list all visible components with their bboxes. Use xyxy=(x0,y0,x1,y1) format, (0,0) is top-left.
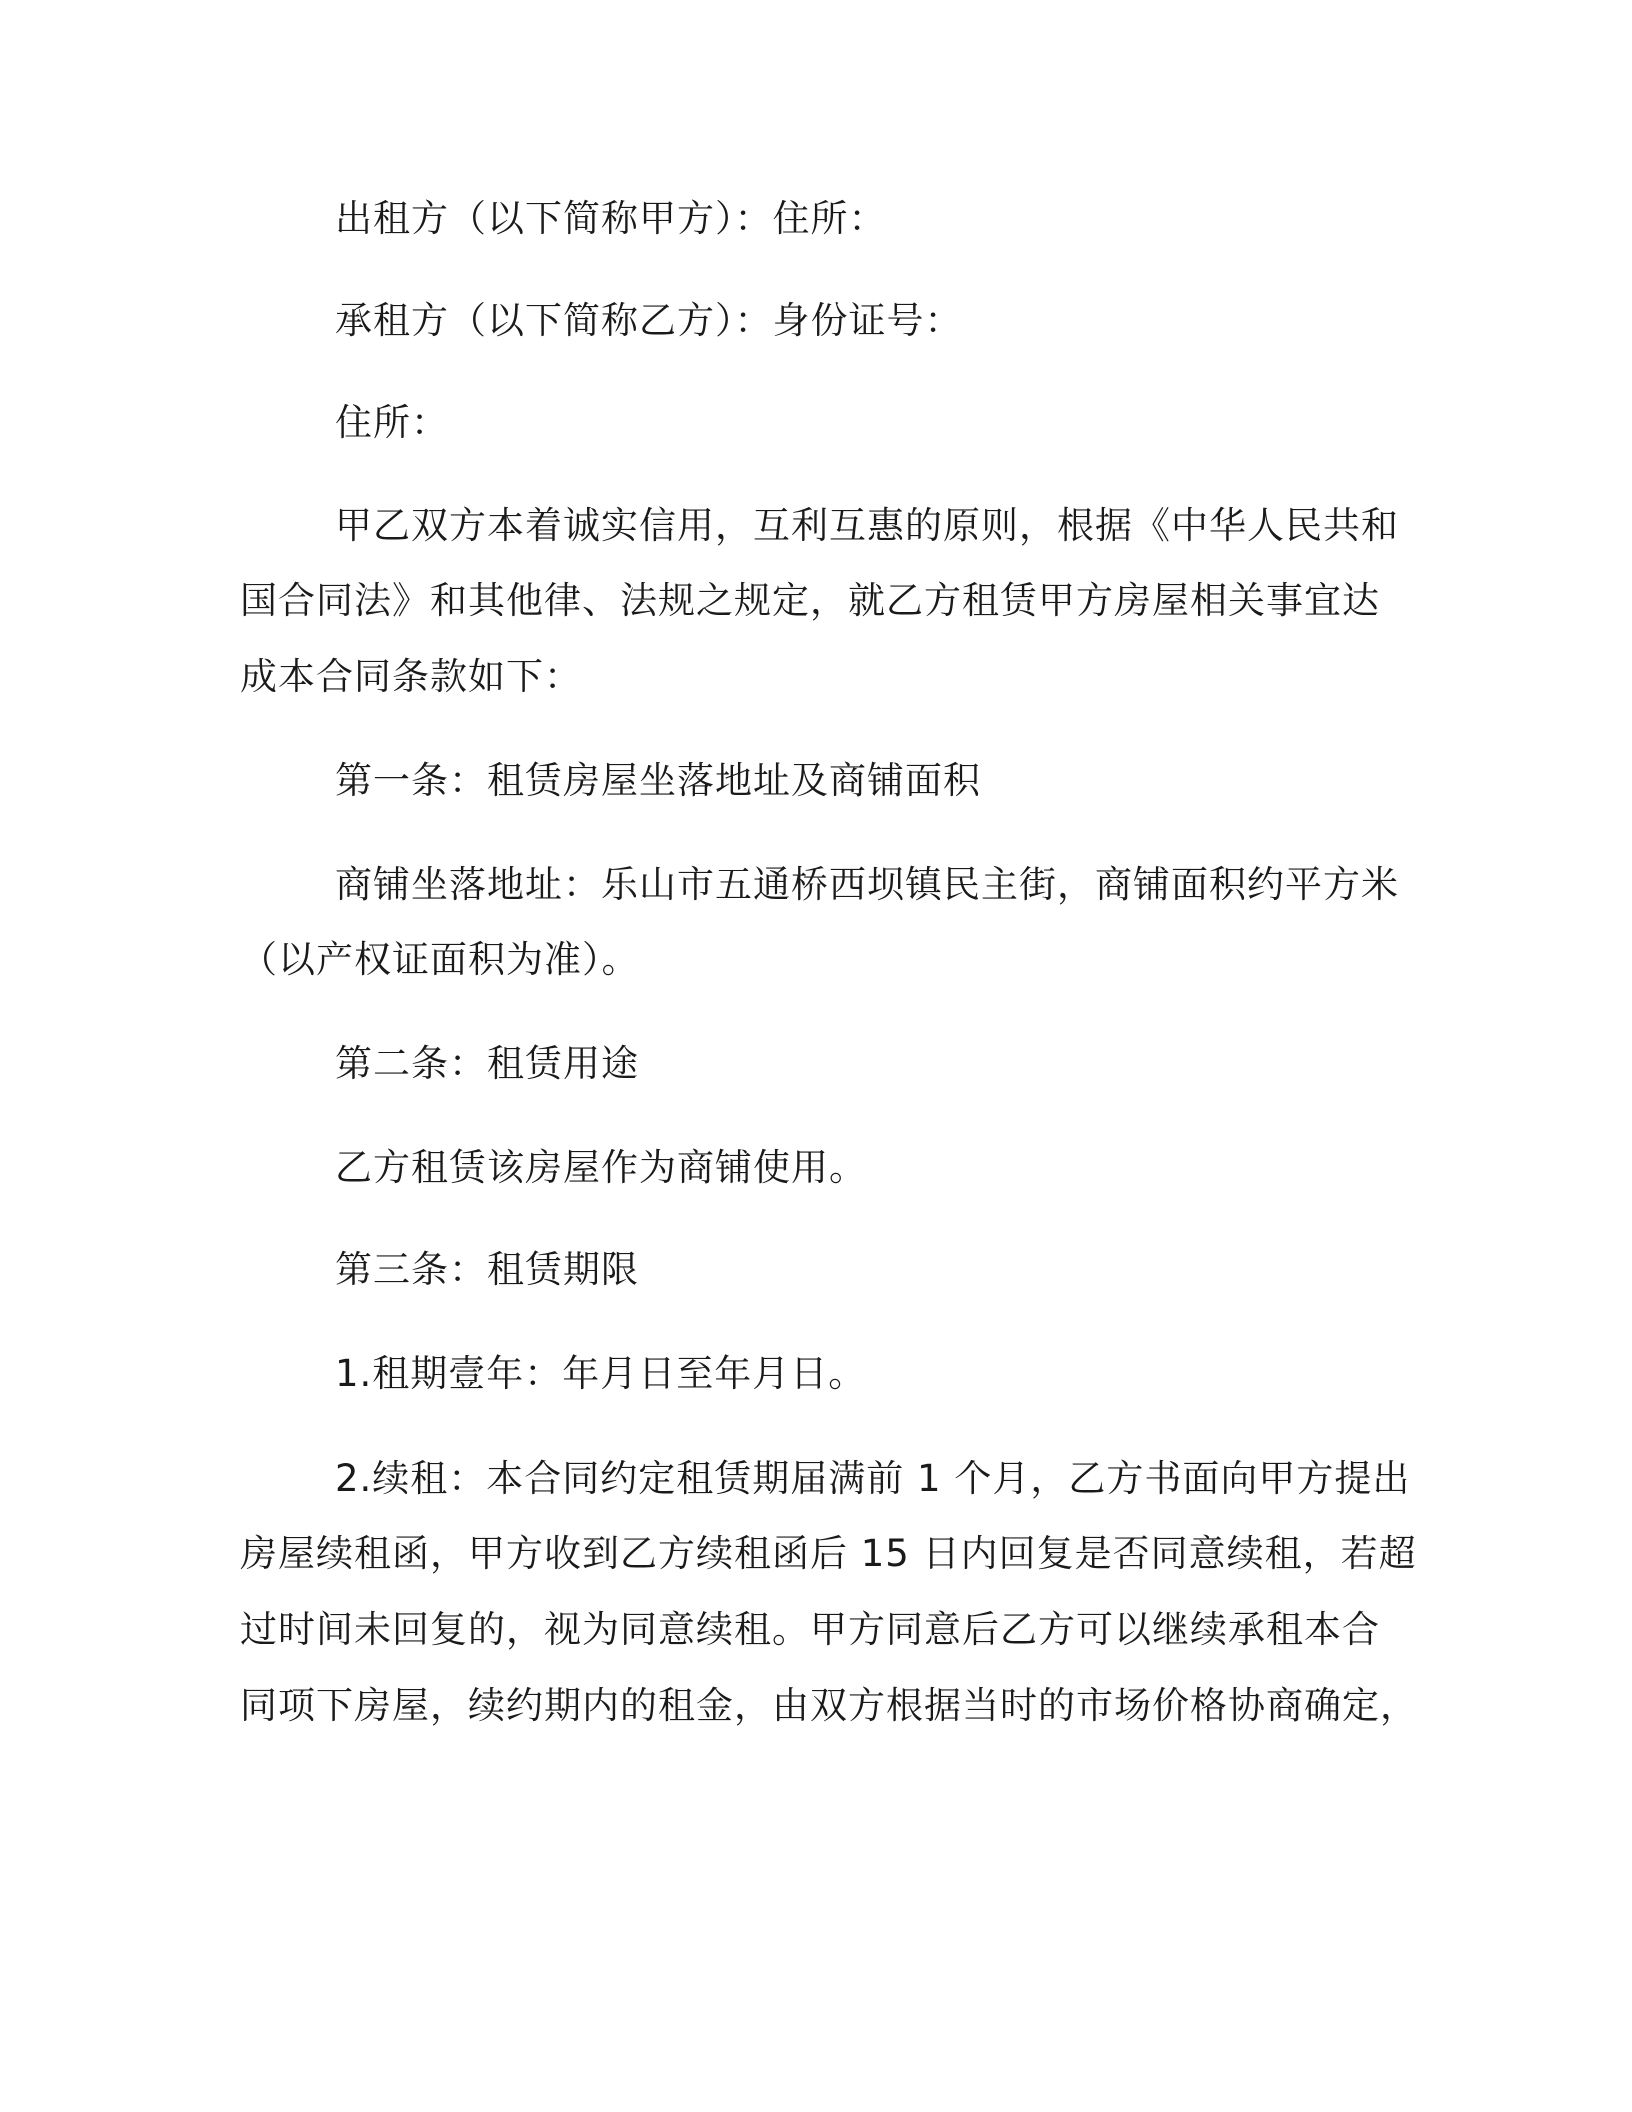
article-3-heading: 第三条：租赁期限 xyxy=(335,1248,639,1291)
article-3-item-2-line-4: 同项下房屋，续约期内的租金，由双方根据当时的市场价格协商确定， xyxy=(240,1684,1418,1727)
lessor-line: 出租方（以下简称甲方）：住所： xyxy=(335,197,887,240)
article-3-item-1: 1.租期壹年：年月日至年月日。 xyxy=(335,1352,867,1395)
article-1-text-line-1: 商铺坐落地址：乐山市五通桥西坝镇民主街，商铺面积约平方米 xyxy=(335,863,1399,906)
article-3-item-2-line-1: 2.续租：本合同约定租赁期届满前 1 个月，乙方书面向甲方提出 xyxy=(335,1457,1411,1500)
article-1-text-line-2: （以产权证面积为准）。 xyxy=(240,938,640,981)
article-3-item-2-line-3: 过时间未回复的，视为同意续租。甲方同意后乙方可以继续承租本合 xyxy=(240,1608,1380,1651)
article-2-heading: 第二条：租赁用途 xyxy=(335,1042,639,1085)
article-2-text: 乙方租赁该房屋作为商铺使用。 xyxy=(335,1146,867,1189)
article-1-heading: 第一条：租赁房屋坐落地址及商铺面积 xyxy=(335,759,981,802)
preamble-line-3: 成本合同条款如下： xyxy=(240,655,582,698)
preamble-line-1: 甲乙双方本着诚实信用，互利互惠的原则，根据《中华人民共和 xyxy=(335,504,1399,547)
preamble-line-2: 国合同法》和其他律、法规之规定，就乙方租赁甲方房屋相关事宜达 xyxy=(240,579,1380,622)
lessee-address-line: 住所： xyxy=(335,401,449,444)
lessee-line: 承租方（以下简称乙方）：身份证号： xyxy=(335,299,963,342)
article-3-item-2-line-2: 房屋续租函，甲方收到乙方续租函后 15 日内回复是否同意续租，若超 xyxy=(240,1532,1417,1575)
